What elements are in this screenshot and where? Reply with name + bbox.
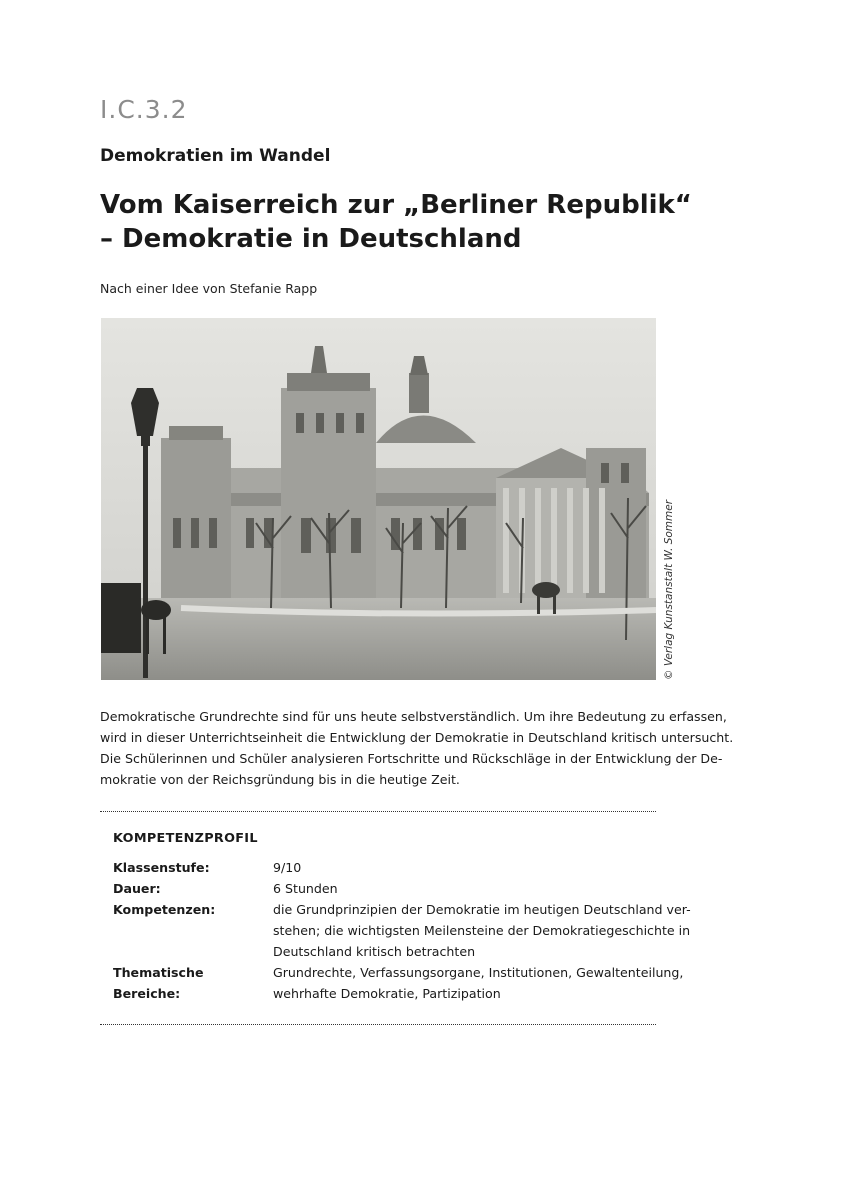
- author-note: Nach einer Idee von Stefanie Rapp: [100, 281, 318, 296]
- profile-table: [113, 857, 691, 1004]
- profile-heading: KOMPETENZPROFIL: [113, 831, 258, 846]
- reichstag-photo: [101, 318, 656, 680]
- profile-value: [273, 857, 653, 878]
- profile-value-line: wehrhafte Demokratie, Partizipation: [273, 986, 501, 1001]
- intro-line: mokratie von der Reichsgründung bis in die heutige Zeit.: [100, 772, 460, 787]
- profile-row: [113, 899, 691, 962]
- title-line-1: Vom Kaiserreich zur „Berliner Republik“: [100, 190, 692, 220]
- intro-line: wird in dieser Unterrichtseinheit die Entwicklung der Demokratie in Deutschland kritisch untersucht.: [100, 730, 734, 745]
- profile-value-line: stehen; die wichtigsten Meilensteine der Demokratiegeschichte in: [273, 923, 691, 938]
- profile-label: Klassenstufe:: [113, 860, 210, 875]
- profile-label: Dauer:: [113, 881, 161, 896]
- profile-row: [113, 962, 684, 1004]
- profile-value-line: die Grundprinzipien der Demokratie im heutigen Deutschland ver-: [273, 902, 691, 917]
- profile-value: [273, 962, 683, 1004]
- photo-credit: © Verlag Kunstanstalt W. Sommer: [663, 499, 675, 680]
- series-title: Demokratien im Wandel: [100, 146, 331, 166]
- intro-line: Die Schülerinnen und Schüler analysieren Fortschritte und Rückschläge in der Entwicklung der De-: [100, 751, 723, 766]
- profile-value: [273, 878, 653, 899]
- divider-top: [100, 811, 656, 812]
- profile-label: Thematische Bereiche:: [113, 965, 204, 1001]
- divider-bottom: [100, 1024, 656, 1025]
- intro-line: Demokratische Grundrechte sind für uns heute selbstverständlich. Um ihre Bedeutung zu erfassen,: [100, 709, 727, 724]
- page-title: [100, 188, 720, 256]
- profile-value-line: Deutschland kritisch betrachten: [273, 944, 476, 959]
- profile-row: [113, 878, 653, 899]
- profile-label: Kompetenzen:: [113, 902, 216, 917]
- profile-value-line: Grundrechte, Verfassungsorgane, Institutionen, Gewaltenteilung,: [273, 965, 684, 980]
- unit-code: I.C.3.2: [100, 95, 188, 124]
- profile-value-line: 6 Stunden: [273, 881, 338, 896]
- profile-row: [113, 857, 653, 878]
- intro-text: [100, 706, 734, 790]
- title-line-2: – Demokratie in Deutschland: [100, 224, 522, 254]
- profile-value-line: 9/10: [273, 860, 302, 875]
- profile-value: [273, 899, 691, 962]
